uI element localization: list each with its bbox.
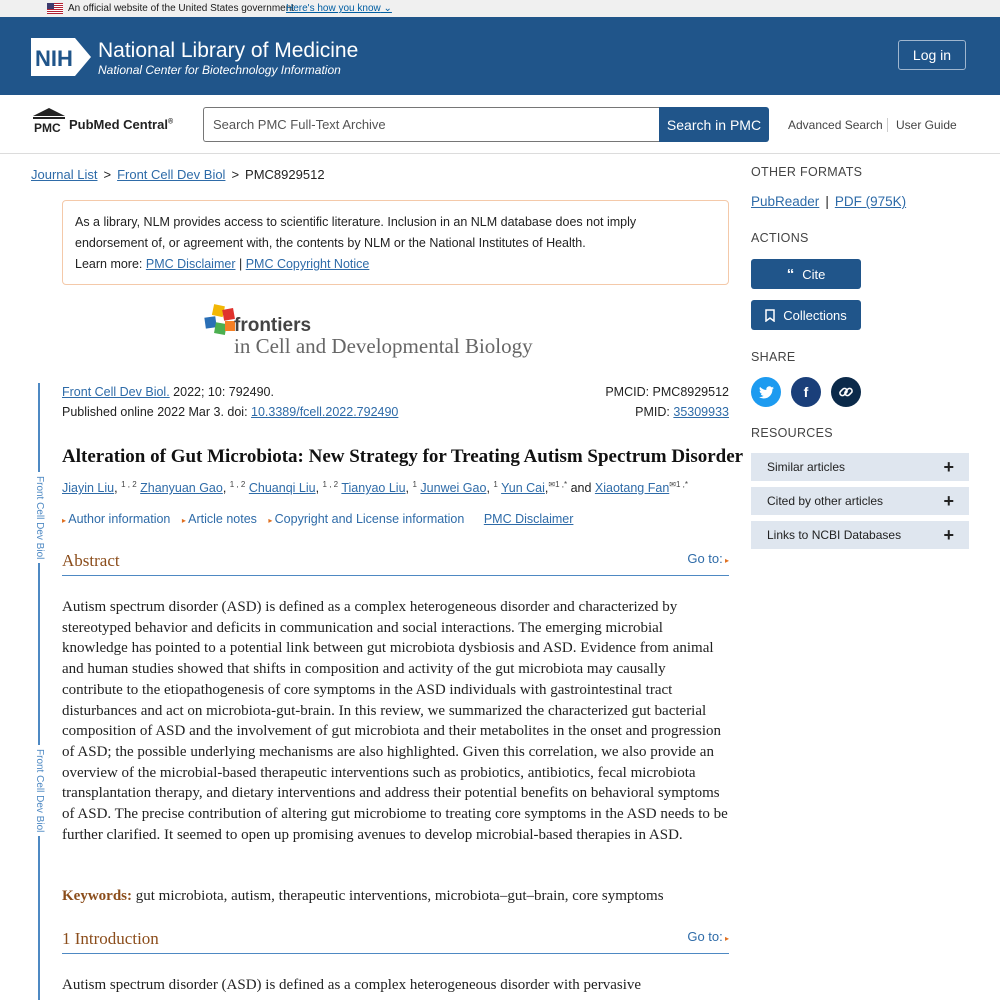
doi-link[interactable]: 10.3389/fcell.2022.792490 (251, 405, 399, 419)
breadcrumb-journal-list[interactable]: Journal List (31, 167, 98, 182)
breadcrumb-separator: > (231, 167, 240, 182)
rail-journal-tag[interactable]: Front Cell Dev Biol (34, 472, 45, 563)
pmc-logo-icon[interactable] (31, 106, 67, 134)
heres-how-you-know-link[interactable]: Here's how you know ⌄ (286, 3, 392, 14)
keywords-text: gut microbiota, autism, therapeutic interventions, microbiota–gut–brain, core symptoms (135, 888, 664, 904)
cite-button[interactable]: “ Cite (751, 259, 861, 289)
us-flag-icon (47, 3, 63, 14)
pmid-link[interactable]: 35309933 (673, 405, 729, 419)
logo-cube-blue (204, 316, 216, 328)
breadcrumb-separator: > (103, 167, 112, 182)
copyright-license-toggle[interactable]: ▸ Copyright and License information (268, 512, 464, 526)
disclaimer-learn-more: Learn more: PMC Disclaimer | PMC Copyright Notice (75, 257, 370, 271)
pmc-search-bar (0, 95, 1000, 154)
format-links: PubReader | PDF (975K) (751, 194, 907, 209)
author-link[interactable]: Junwei Gao (420, 481, 487, 496)
pmcid: PMCID: PMC8929512 (605, 385, 729, 399)
author-link[interactable]: Jiayin Liu (62, 481, 115, 496)
ncbi-subtitle: National Center for Biotechnology Information (98, 63, 341, 77)
gov-banner-text: An official website of the United States government (68, 3, 295, 14)
journal-name: in Cell and Developmental Biology (234, 334, 533, 358)
article-title: Alteration of Gut Microbiota: New Strategy for Treating Autism Spectrum Disorder (62, 446, 744, 467)
citation-journal-line: Front Cell Dev Biol. 2022; 10: 792490. (62, 385, 274, 399)
author-affiliation: 1 (412, 480, 417, 489)
login-button[interactable]: Log in (898, 40, 966, 70)
abstract-heading: Abstract (62, 551, 120, 570)
author-link[interactable]: Zhanyuan Gao (140, 481, 223, 496)
pubmed-central-brand[interactable]: PubMed Central® (69, 117, 174, 132)
nih-header (0, 17, 1000, 95)
introduction-goto-link[interactable]: Go to: ▸ (687, 929, 729, 944)
actions-label: ACTIONS (751, 231, 809, 245)
author-link[interactable]: Tianyao Liu (341, 481, 406, 496)
nlm-title[interactable]: National Library of Medicine (98, 39, 359, 62)
plus-icon: + (943, 525, 954, 545)
introduction-text: Autism spectrum disorder (ASD) is defined as a complex heterogeneous disorder with pervasive (62, 977, 642, 993)
author-information-toggle[interactable]: ▸ Author information (62, 512, 170, 526)
collections-button[interactable]: Collections (751, 300, 861, 330)
email-icon[interactable]: ✉ (669, 480, 676, 489)
twitter-bird-icon (759, 386, 774, 399)
gov-banner (0, 0, 1000, 17)
introduction-section-heading (62, 929, 729, 954)
author-affiliation: 1 , 2 (121, 480, 137, 489)
plus-icon: + (943, 491, 954, 511)
bookmark-icon (765, 309, 775, 322)
article-info-tabs (62, 512, 573, 526)
author-link[interactable]: Chuanqi Liu (248, 481, 316, 496)
similar-articles-toggle[interactable]: Similar articles + (751, 453, 969, 481)
other-formats-label: OTHER FORMATS (751, 165, 863, 179)
author-link[interactable]: Xiaotang Fan (594, 481, 670, 496)
search-input[interactable] (203, 107, 660, 142)
facebook-icon: f (803, 384, 809, 400)
keywords (62, 888, 664, 905)
author-affiliation: 1 , 2 (322, 480, 339, 489)
email-icon[interactable]: ✉ (548, 480, 556, 489)
abstract-section-heading (62, 551, 729, 576)
breadcrumb-journal[interactable]: Front Cell Dev Biol (117, 167, 226, 182)
logo-cube-green (214, 322, 227, 335)
author-list: Jiayin Liu, $^{1 , 2}$ Zhanyuan Gao, $^{1 , 2}$ Chuanqi Liu, $^{1 , 2}$ Tianyao Liu, $^1$ Junwei Gao, $^1$ Yun Cai,$^{✉1 ,*}$ and Xiaotang Fan$^{✉1 ,*}$ (62, 480, 688, 496)
pdf-link[interactable]: PDF (975K) (834, 194, 907, 209)
author-affiliation: 1 (493, 480, 498, 489)
share-label: SHARE (751, 350, 796, 364)
link-icon (838, 384, 854, 400)
pmc-copyright-link[interactable]: PMC Copyright Notice (245, 257, 370, 271)
introduction-heading: 1 Introduction (62, 929, 159, 948)
user-guide-link[interactable]: User Guide (896, 118, 957, 132)
citation-published-line: Published online 2022 Mar 3. doi: 10.3389/fcell.2022.792490 (62, 405, 399, 419)
breadcrumb (31, 167, 325, 182)
disclaimer-line: As a library, NLM provides access to scientific literature. Inclusion in an NLM database does not imply (75, 215, 637, 229)
advanced-search-link[interactable]: Advanced Search (788, 118, 883, 132)
quote-icon: “ (786, 265, 795, 283)
pmid-line: PMID: 35309933 (635, 405, 729, 419)
divider (887, 118, 888, 132)
chevron-down-icon: ⌄ (383, 3, 392, 14)
breadcrumb-current: PMC8929512 (245, 167, 325, 182)
cited-by-toggle[interactable]: Cited by other articles + (751, 487, 969, 515)
disclaimer-line: endorsement of, or agreement with, the contents by NLM or the National Institutes of Health. (75, 236, 586, 250)
author-link[interactable]: Yun Cai (501, 481, 545, 496)
article-notes-toggle[interactable]: ▸ Article notes (182, 512, 257, 526)
plus-icon: + (943, 457, 954, 477)
frontiers-journal-logo[interactable] (203, 303, 563, 361)
resources-label: RESOURCES (751, 426, 833, 440)
search-in-pmc-button[interactable]: Search in PMC (659, 107, 769, 142)
abstract-text: Autism spectrum disorder (ASD) is defined as a complex heterogeneous disorder and characterized by stereotyped behavior and deficits in communication and social interactions. The emerging microbial knowledge has pointed to a potential link between gut microbiota dysbiosis and ASD. Evidence from animal and human studies showed that shifts in composition and activity of the gut microbiota may causally contribute to the etiopathogenesis of core symptoms in the ASD individuals with gastrointestinal tract disturbances and act on microbiota-gut-brain. In this review, we summarized the characterized gut bacterial composition of ASD and the involvement of gut microbiota and their metabolites in the onset and progression of ASD; the possible underlying mechanisms are also highlighted. Given this correlation, we also provide an overview of the microbial-based therapeutic interventions such as probiotics, antibiotics, fecal microbiota transplantation therapy, and dietary interventions and address their potential benefits on behavioral symptoms of ASD. The precise contribution of altering gut microbiome to treating core symptoms in the ASD needs to be further clarified. It seemed to open up promising avenues to develop microbial-based therapies in ASD. (62, 599, 728, 843)
abstract-goto-link[interactable]: Go to: ▸ (687, 551, 729, 566)
nih-logo-icon[interactable] (31, 38, 91, 76)
frontiers-wordmark: frontiers (234, 315, 312, 336)
rail-journal-tag[interactable]: Front Cell Dev Biol (34, 745, 45, 836)
pmc-disclaimer-tab-link[interactable]: PMC Disclaimer (483, 512, 574, 526)
citation-journal-link[interactable]: Front Cell Dev Biol. (62, 385, 170, 399)
author-affiliation: 1 ,* (555, 480, 568, 489)
author-affiliation: 1 , 2 (229, 480, 246, 489)
ncbi-links-toggle[interactable]: Links to NCBI Databases + (751, 521, 969, 549)
pmc-logo-text: PMC (34, 121, 61, 134)
copy-link-button[interactable] (831, 377, 861, 407)
pmc-disclaimer-link[interactable]: PMC Disclaimer (145, 257, 236, 271)
keywords-label: Keywords: (62, 888, 132, 904)
twitter-share-button[interactable] (751, 377, 781, 407)
nih-logo-text: NIH (35, 46, 73, 71)
author-affiliation: 1 ,* (675, 480, 688, 489)
facebook-share-button[interactable] (791, 377, 821, 407)
pubreader-link[interactable]: PubReader (751, 194, 820, 209)
nlm-disclaimer-box (62, 200, 729, 285)
